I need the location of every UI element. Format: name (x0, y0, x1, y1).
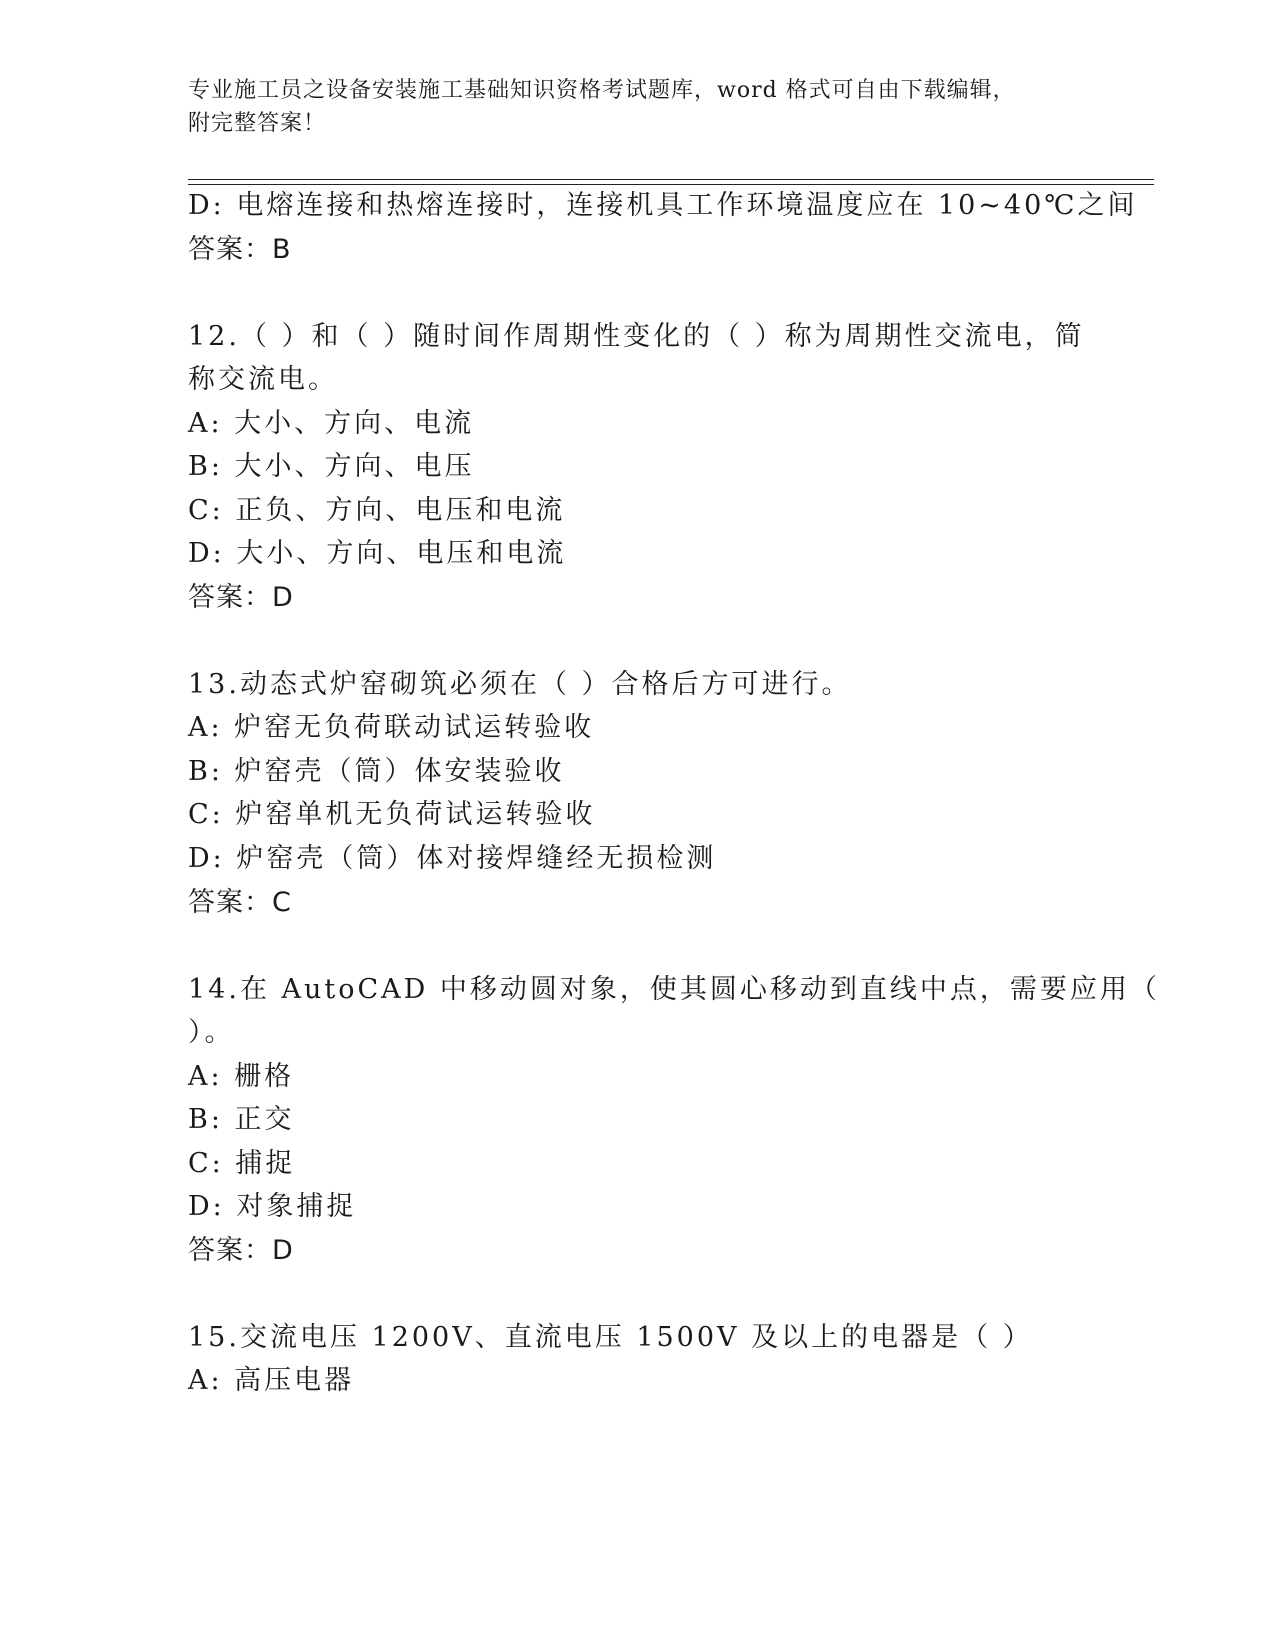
q12-stem-line-2: 称交流电。 (188, 364, 338, 395)
q14-stem-line-1: 14.在 AutoCAD 中移动圆对象，使其圆心移动到直线中点，需要应用（ (188, 974, 1160, 1005)
q12-stem-line-1: 12.（ ）和（ ）随时间作周期性变化的（ ）称为周期性交流电，简 (188, 321, 1085, 352)
q12-option-a: A: 大小、方向、电流 (188, 408, 475, 439)
q13-option-d: D: 炉窑壳（筒）体对接焊缝经无损检测 (188, 843, 717, 874)
q13-option-b: B: 炉窑壳（筒）体安装验收 (188, 756, 565, 787)
header-divider-top (188, 179, 1154, 180)
q13-option-a: A: 炉窑无负荷联动试运转验收 (188, 712, 595, 743)
header-line-2: 附完整答案！ (188, 111, 327, 136)
q11-answer: 答案：B (188, 234, 292, 265)
q12-answer: 答案：D (188, 582, 294, 613)
header-divider-bottom (188, 184, 1154, 185)
q14-option-c: C: 捕捉 (188, 1148, 296, 1179)
q14-answer: 答案：D (188, 1235, 294, 1266)
q11-option-d: D: 电熔连接和热熔连接时，连接机具工作环境温度应在 10~40℃之间 (188, 190, 1138, 221)
q14-stem-line-2: ）。 (188, 1017, 235, 1048)
q12-option-c: C: 正负、方向、电压和电流 (188, 495, 566, 526)
document-header (188, 74, 1068, 140)
q12-option-b: B: 大小、方向、电压 (188, 451, 475, 482)
q14-option-d: D: 对象捕捉 (188, 1191, 357, 1222)
q15-option-a: A: 高压电器 (188, 1365, 355, 1396)
header-line-1: 专业施工员之设备安装施工基础知识资格考试题库，word 格式可自由下载编辑， (188, 78, 1016, 103)
q15-stem-line-1: 15.交流电压 1200V、直流电压 1500V 及以上的电器是（ ） (188, 1322, 1033, 1353)
q14-option-b: B: 正交 (188, 1104, 295, 1135)
q13-stem-line-1: 13.动态式炉窑砌筑必须在（ ）合格后方可进行。 (188, 669, 852, 700)
q12-option-d: D: 大小、方向、电压和电流 (188, 538, 567, 569)
q13-answer: 答案：C (188, 887, 292, 918)
q14-option-a: A: 栅格 (188, 1061, 295, 1092)
q13-option-c: C: 炉窑单机无负荷试运转验收 (188, 799, 596, 830)
